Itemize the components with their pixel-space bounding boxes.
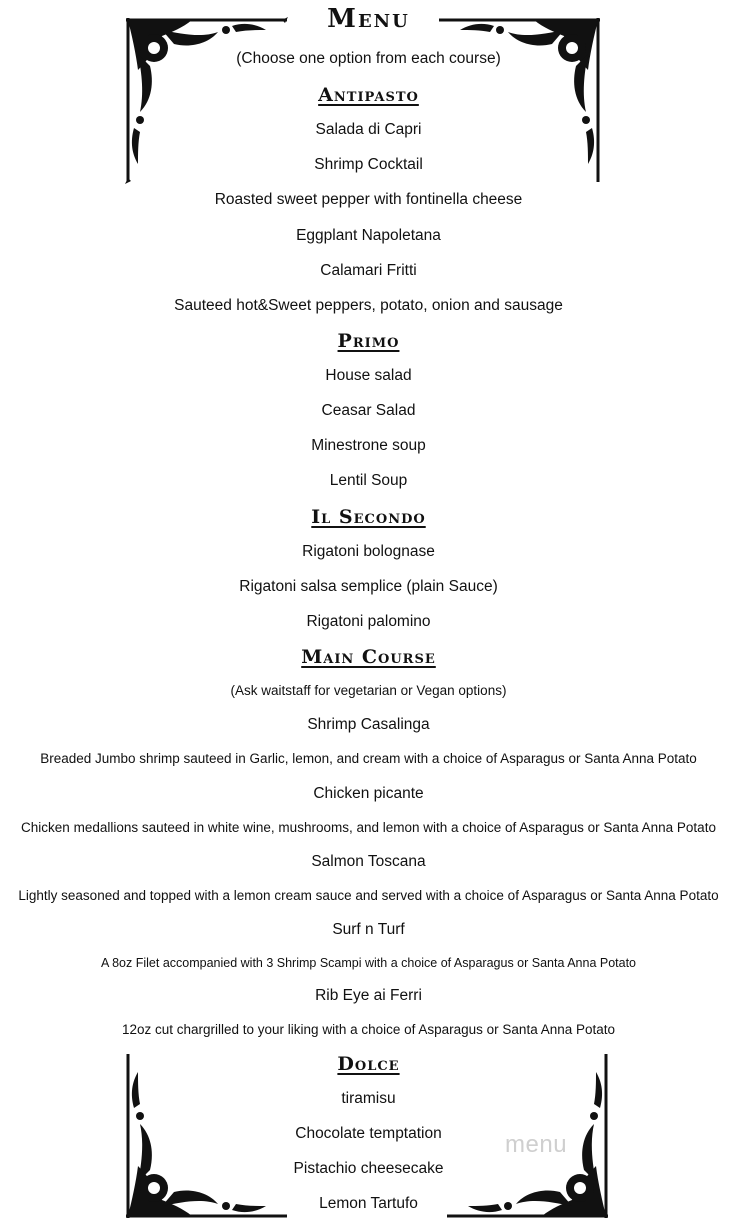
menu-item-name: Shrimp Casalinga — [307, 716, 430, 733]
menu-title: Menu — [327, 4, 410, 34]
menu-item: House salad — [325, 367, 412, 384]
menu-item-description: Chicken medallions sauteed in white wine, mushrooms, and lemon with a choice of Asparagus or Santa Anna Potato — [21, 820, 716, 835]
course-heading-primo: Primo — [337, 330, 400, 352]
course-heading-main-course: Main Course — [301, 646, 436, 668]
menu-item: Lentil Soup — [329, 472, 408, 489]
menu-item: Calamari Fritti — [320, 262, 417, 279]
menu-item: Roasted sweet pepper with fontinella cheese — [214, 191, 523, 208]
menu-item: Rigatoni salsa semplice (plain Sauce) — [239, 578, 498, 595]
menu-item: Shrimp Cocktail — [314, 156, 423, 173]
menu-item: Ceasar Salad — [321, 402, 416, 419]
menu-item: Chocolate temptation — [295, 1125, 442, 1142]
menu-item-description: A 8oz Filet accompanied with 3 Shrimp Scampi with a choice of Asparagus or Santa Anna Potato — [100, 956, 637, 970]
course-note: (Ask waitstaff for vegetarian or Vegan options) — [230, 683, 507, 698]
menu-item-name: Surf n Turf — [332, 921, 405, 938]
menu-item: Eggplant Napoletana — [296, 227, 441, 244]
menu-item-description: 12oz cut chargrilled to your liking with a choice of Asparagus or Santa Anna Potato — [121, 1022, 616, 1037]
watermark-text: menu — [505, 1131, 568, 1158]
menu-item: Lemon Tartufo — [319, 1195, 418, 1212]
menu-item-description: Breaded Jumbo shrimp sauteed in Garlic, lemon, and cream with a choice of Asparagus or Santa Anna Potato — [40, 751, 697, 766]
menu-item: Rigatoni palomino — [306, 613, 431, 630]
menu-item-name: Chicken picante — [313, 785, 424, 802]
course-heading-antipasto: Antipasto — [318, 84, 419, 106]
menu-item-name: Salmon Toscana — [311, 853, 426, 870]
menu-item: Sauteed hot&Sweet peppers, potato, onion and sausage — [174, 297, 563, 314]
menu-item: Pistachio cheesecake — [293, 1160, 444, 1177]
menu-item: tiramisu — [341, 1090, 396, 1107]
menu-item-name: Rib Eye ai Ferri — [315, 987, 422, 1004]
menu-item: Minestrone soup — [311, 437, 426, 454]
menu-subtitle: (Choose one option from each course) — [236, 50, 501, 67]
course-heading-dolce: Dolce — [337, 1053, 400, 1075]
menu-item-description: Lightly seasoned and topped with a lemon cream sauce and served with a choice of Asparagus or Santa Anna Potato — [18, 888, 719, 903]
menu-item: Salada di Capri — [315, 121, 422, 138]
menu-item: Rigatoni bolognase — [302, 543, 435, 560]
course-heading-il-secondo: Il Secondo — [311, 506, 426, 528]
